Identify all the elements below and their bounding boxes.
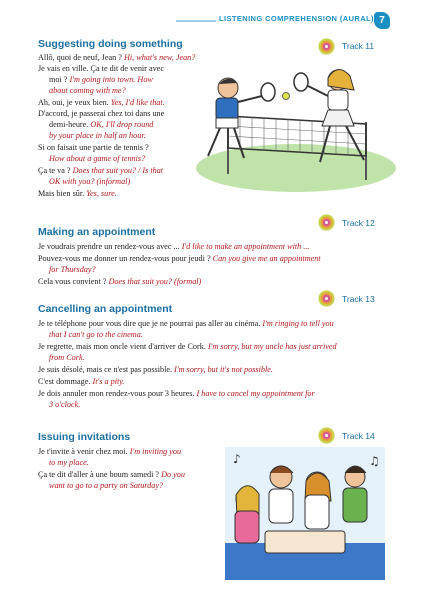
phrase-line: Je regrette, mais mon oncle vient d'arriver de Cork. I'm sorry, but my uncle has just arrived bbox=[38, 342, 337, 351]
page-number: 7 bbox=[374, 12, 390, 29]
phrase-line: to my place. bbox=[49, 458, 89, 467]
cd-icon bbox=[318, 38, 335, 55]
phrase-line: Je vais en ville. Ça te dit de venir avec bbox=[38, 64, 164, 73]
cd-icon bbox=[318, 214, 335, 231]
phrase-line: demi-heure. OK, I'll drop round bbox=[49, 120, 154, 129]
phrase-line: Ça te dit d'aller à une boum samedi ? Do you bbox=[38, 470, 185, 479]
phrase-line: 3 o'clock. bbox=[49, 400, 81, 409]
running-header: LISTENING COMPREHENSION (AURAL) bbox=[216, 14, 377, 23]
track-label: Track 14 bbox=[342, 431, 375, 441]
tennis-illustration bbox=[188, 56, 398, 194]
track-label: Track 13 bbox=[342, 294, 375, 304]
phrase-line: that I can't go to the cinema. bbox=[49, 330, 143, 339]
phrase-line: Je voudrais prendre un rendez-vous avec ... I'd like to make an appointment with ... bbox=[38, 242, 310, 251]
phrase-line: OK with you? (informal) bbox=[49, 177, 131, 186]
phrase-line: How about a game of tennis? bbox=[49, 154, 146, 163]
section-heading: Suggesting doing something bbox=[38, 38, 183, 50]
cd-icon bbox=[318, 427, 335, 444]
section-heading: Issuing invitations bbox=[38, 431, 131, 443]
phrase-line: C'est dommage. It's a pity. bbox=[38, 377, 125, 386]
phrase-line: moi ? I'm going into town. How bbox=[49, 75, 153, 84]
section-heading: Cancelling an appointment bbox=[38, 303, 173, 315]
phrase-line: want to go to a party on Saturday? bbox=[49, 481, 164, 490]
phrase-line: about coming with me? bbox=[49, 86, 126, 95]
phrase-line: Je te téléphone pour vous dire que je ne pourrai pas aller au cinéma. I'm ringing to tell you bbox=[38, 319, 334, 328]
phrase-line: Je dois annuler mon rendez-vous pour 3 heures. I have to cancel my appointment for bbox=[38, 389, 315, 398]
phrase-line: Cela vous convient ? Does that suit you? (formal) bbox=[38, 277, 202, 286]
phrase-line: Pouvez-vous me donner un rendez-vous pour jeudi ? Can you give me an appointment bbox=[38, 254, 321, 263]
phrase-line: Mais bien sûr. Yes, sure. bbox=[38, 189, 117, 198]
phrase-line: Je suis désolé, mais ce n'est pas possible. I'm sorry, but it's not possible. bbox=[38, 365, 273, 374]
phrase-line: from Cork. bbox=[49, 353, 85, 362]
cd-icon bbox=[318, 290, 335, 307]
track-label: Track 12 bbox=[342, 218, 375, 228]
section-heading: Making an appointment bbox=[38, 226, 156, 238]
svg-text:♪: ♪ bbox=[233, 452, 241, 466]
phrase-line: Ah, oui, je veux bien. Yes, I'd like that. bbox=[38, 98, 165, 107]
phrase-line: Si on faisait une partie de tennis ? bbox=[38, 143, 149, 152]
svg-text:♫: ♫ bbox=[369, 454, 380, 468]
phrase-line: Allô, quoi de neuf, Jean ? Hi, what's new, Jean? bbox=[38, 53, 196, 62]
phrase-line: D'accord, je passerai chez toi dans une bbox=[38, 109, 165, 118]
phrase-line: Ça te va ? Does that suit you? / Is that bbox=[38, 166, 164, 175]
track-label: Track 11 bbox=[342, 41, 375, 51]
phrase-line: for Thursday? bbox=[49, 265, 96, 274]
party-illustration bbox=[225, 447, 385, 580]
phrase-line: Je t'invite à venir chez moi. I'm inviting you bbox=[38, 447, 182, 456]
phrase-line: by your place in half an hour. bbox=[49, 131, 146, 140]
